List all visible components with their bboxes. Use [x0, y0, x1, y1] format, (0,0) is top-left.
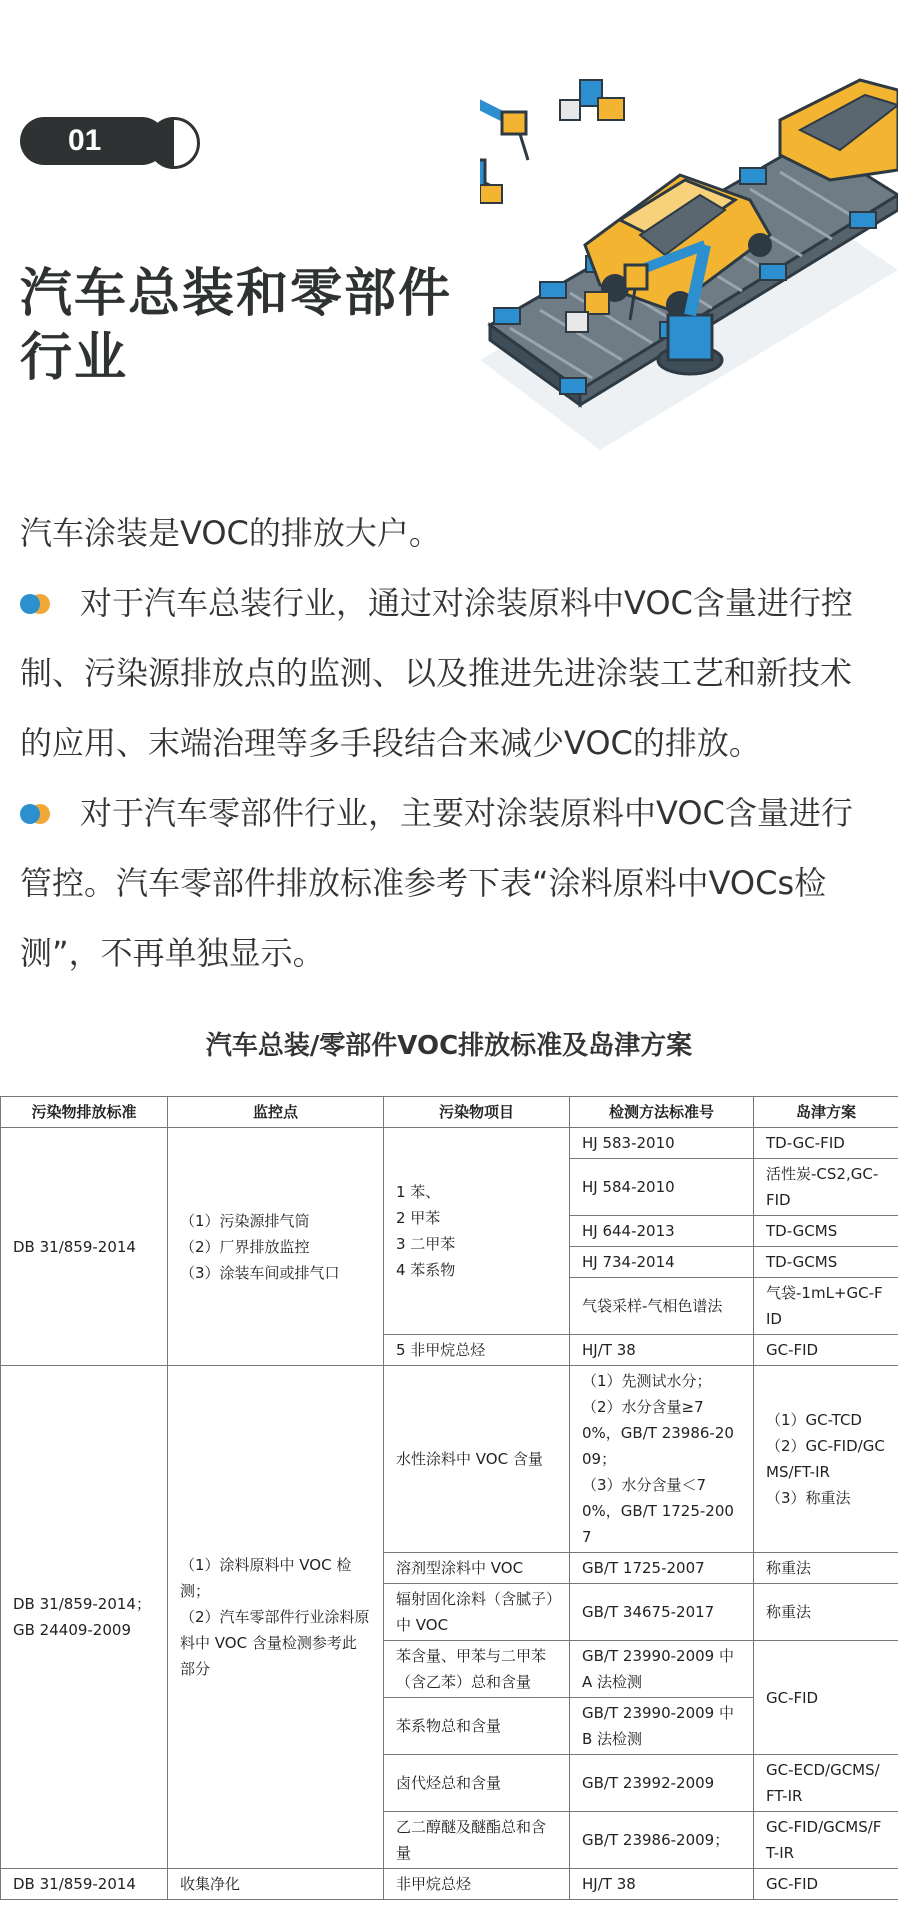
solution-cell: TD-GCMS: [754, 1216, 898, 1247]
method-cell: [570, 1366, 754, 1553]
solution-cell: 气袋-1mL+GC-FID: [754, 1278, 898, 1335]
header-cell: 岛津方案: [754, 1097, 898, 1128]
pollutant-cell: 卤代烃总和含量: [384, 1755, 570, 1812]
solution-cell: 活性炭-CS2,GC-FID: [754, 1159, 898, 1216]
monitor-point: （1）污染源排气筒: [180, 1211, 310, 1230]
monitor-point: （2）厂界排放监控: [180, 1237, 310, 1256]
solution-cell: TD-GC-FID: [754, 1128, 898, 1159]
solution-cell: TD-GCMS: [754, 1247, 898, 1278]
header-cell: 监控点: [168, 1097, 384, 1128]
monitor-point: （1）涂料原料中 VOC 检测；: [180, 1556, 352, 1600]
pollutant-cell: 5 非甲烷总烃: [384, 1335, 570, 1366]
monitor-point-cell: [168, 1366, 384, 1869]
pollutant-cell: 水性涂料中 VOC 含量: [384, 1366, 570, 1553]
monitor-point: （2）汽车零部件行业涂料原料中 VOC 含量检测参考此部分: [180, 1608, 370, 1678]
pollutant-item: 4 苯系物: [396, 1261, 456, 1279]
method-cell: HJ 734-2014: [570, 1247, 754, 1278]
badge-ring-icon: [148, 117, 200, 169]
pollutant-cell: 非甲烷总烃: [384, 1869, 570, 1900]
intro-point: [20, 778, 880, 988]
method-line: （2）水分含量≥70%，GB/T 23986-2009；: [582, 1398, 734, 1468]
method-cell: GB/T 1725-2007: [570, 1553, 754, 1584]
solution-line: （1）GC-TCD: [766, 1411, 862, 1429]
method-cell: HJ/T 38: [570, 1335, 754, 1366]
monitor-point: （3）涂装车间或排气口: [180, 1263, 340, 1282]
bullet-dots-icon: [20, 802, 56, 826]
intro-lead: 汽车涂装是VOC的排放大户。: [20, 514, 441, 552]
solution-cell: GC-FID/GCMS/FT-IR: [754, 1812, 898, 1869]
solution-line: （2）GC-FID/GCMS/FT-IR: [766, 1437, 885, 1481]
intro-text: [20, 498, 880, 988]
pollutant-cell: 苯含量、甲苯与二甲苯（含乙苯）总和含量: [384, 1641, 570, 1698]
method-cell: GB/T 23990-2009 中 B 法检测: [570, 1698, 754, 1755]
standard-cell: [1, 1366, 168, 1869]
bullet-dots-icon: [20, 592, 56, 616]
monitor-point-cell: 收集净化: [168, 1869, 384, 1900]
header-cell: 污染物排放标准: [1, 1097, 168, 1128]
header-cell: 检测方法标准号: [570, 1097, 754, 1128]
voc-standards-table: [0, 1096, 898, 1900]
solution-cell: [754, 1366, 898, 1553]
method-line: （3）水分含量＜70%，GB/T 1725-2007: [582, 1476, 734, 1546]
standard-cell: DB 31/859-2014: [1, 1128, 168, 1366]
solution-cell: 称重法: [754, 1584, 898, 1641]
section-number-badge: [20, 117, 202, 165]
page-title: 汽车总装和零部件行业: [20, 264, 453, 388]
method-cell: GB/T 23992-2009: [570, 1755, 754, 1812]
pollutant-cell: 溶剂型涂料中 VOC: [384, 1553, 570, 1584]
method-cell: 气袋采样-气相色谱法: [570, 1278, 754, 1335]
method-cell: HJ 583-2010: [570, 1128, 754, 1159]
section-number: 01: [20, 117, 166, 165]
pollutant-item: 1 苯、: [396, 1183, 441, 1201]
intro-point-text: 对于汽车总装行业，通过对涂装原料中VOC含量进行控制、污染源排放点的监测、以及推进先进涂装工艺和新技术的应用、末端治理等多手段结合来减少VOC的排放。: [20, 584, 853, 762]
solution-cell: GC-FID: [754, 1641, 898, 1755]
table-title: 汽车总装/零部件VOC排放标准及岛津方案: [205, 1031, 693, 1061]
method-cell: GB/T 23986-2009；: [570, 1812, 754, 1869]
pollutant-cell: [384, 1128, 570, 1335]
standard-line: GB 24409-2009: [13, 1621, 131, 1639]
pollutant-cell: 辐射固化涂料（含腻子）中 VOC: [384, 1584, 570, 1641]
intro-point: [20, 568, 880, 778]
solution-cell: GC-FID: [754, 1335, 898, 1366]
solution-cell: GC-ECD/GCMS/FT-IR: [754, 1755, 898, 1812]
method-cell: GB/T 34675-2017: [570, 1584, 754, 1641]
table-header-row: [1, 1097, 898, 1128]
method-line: （1）先测试水分；: [582, 1372, 712, 1390]
table-row: [1, 1128, 898, 1159]
standard-cell: DB 31/859-2014: [1, 1869, 168, 1900]
solution-cell: 称重法: [754, 1553, 898, 1584]
method-cell: HJ 584-2010: [570, 1159, 754, 1216]
pollutant-item: 3 二甲苯: [396, 1235, 456, 1253]
intro-point-text: 对于汽车零部件行业，主要对涂装原料中VOC含量进行管控。汽车零部件排放标准参考下表“涂料原料中VOCs检测”，不再单独显示。: [20, 794, 853, 972]
pollutant-item: 2 甲苯: [396, 1209, 441, 1227]
solution-cell: GC-FID: [754, 1869, 898, 1900]
method-cell: HJ 644-2013: [570, 1216, 754, 1247]
method-cell: HJ/T 38: [570, 1869, 754, 1900]
solution-line: （3）称重法: [766, 1489, 851, 1507]
pollutant-cell: 苯系物总和含量: [384, 1698, 570, 1755]
table-row: [1, 1366, 898, 1553]
assembly-line-illustration: [480, 60, 898, 450]
header-cell: 污染物项目: [384, 1097, 570, 1128]
pollutant-cell: 乙二醇醚及醚酯总和含量: [384, 1812, 570, 1869]
method-cell: GB/T 23990-2009 中 A 法检测: [570, 1641, 754, 1698]
table-row: [1, 1869, 898, 1900]
monitor-point-cell: [168, 1128, 384, 1366]
standard-line: DB 31/859-2014；: [13, 1595, 151, 1613]
